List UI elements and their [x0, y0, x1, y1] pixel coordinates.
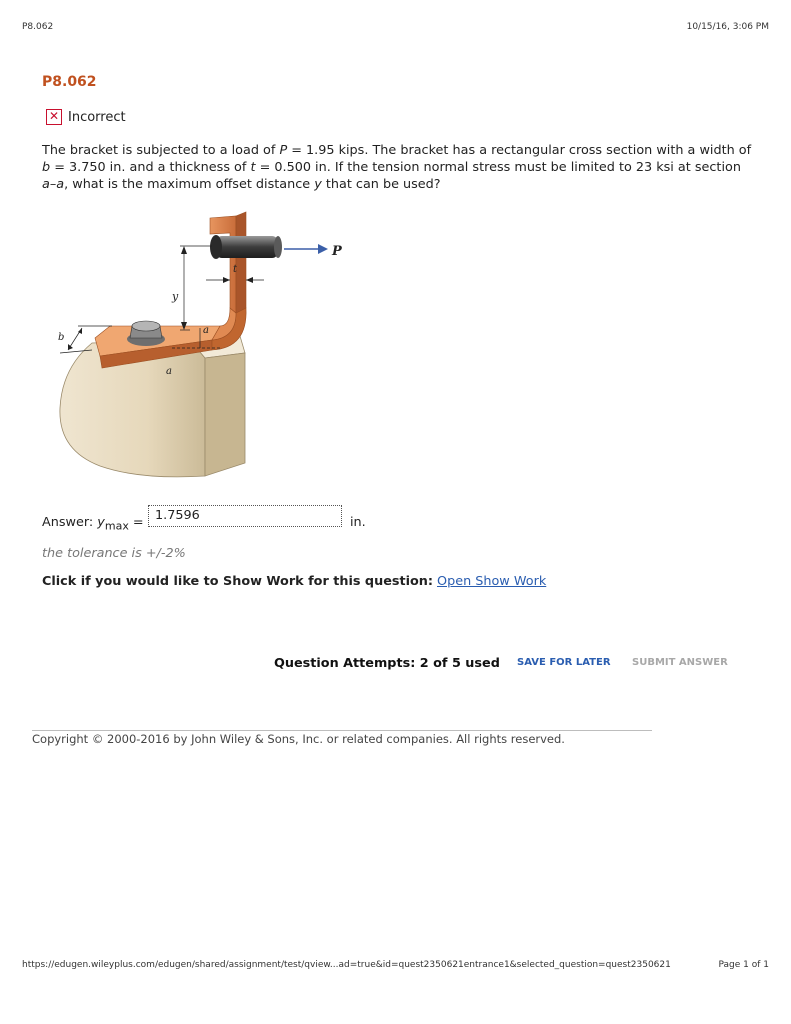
label-b: b: [58, 332, 65, 343]
bracket-diagram: [40, 208, 360, 498]
answer-label: Answer: $y_{max}$ =: [42, 515, 144, 533]
print-footer-url: https://edugen.wileyplus.com/edugen/shared/assignment/test/qview...ad=true&id=quest2350621entrance1&selected_question=quest2350621: [22, 960, 671, 970]
save-for-later-button[interactable]: SAVE FOR LATER: [517, 657, 611, 668]
label-a-bottom: a: [166, 366, 172, 377]
label-t: t: [233, 264, 238, 275]
load-pin: [210, 235, 282, 259]
incorrect-x-icon: ✕: [46, 109, 62, 125]
bolt: [127, 321, 165, 346]
label-y: y: [172, 290, 179, 303]
answer-unit: in.: [350, 515, 366, 530]
submit-answer-button[interactable]: SUBMIT ANSWER: [632, 657, 728, 668]
tolerance-note: the tolerance is +/-2%: [42, 546, 186, 561]
status-label: Incorrect: [68, 109, 126, 125]
label-P: P: [332, 244, 342, 259]
copyright-notice: Copyright © 2000-2016 by John Wiley & Sons, Inc. or related companies. All rights reserved.: [32, 732, 565, 746]
bracket-figure: [40, 208, 360, 498]
open-show-work-link[interactable]: Open Show Work: [437, 574, 547, 589]
footer-divider: [32, 730, 652, 731]
question-title: P8.062: [42, 74, 97, 90]
label-a-top: a: [203, 325, 209, 336]
dimension-y: [171, 246, 212, 330]
answer-input[interactable]: 1.7596: [148, 505, 342, 527]
show-work-prompt: Click if you would like to Show Work for this question:: [42, 574, 434, 589]
print-header: [22, 22, 769, 36]
print-header-title: P8.062: [22, 22, 54, 32]
bracket: [95, 212, 246, 368]
load-arrow: [284, 244, 343, 259]
show-work-row: [42, 574, 547, 589]
print-header-datetime: 10/15/16, 3:06 PM: [686, 22, 769, 32]
question-attempts: Question Attempts: 2 of 5 used: [274, 656, 500, 671]
problem-statement: The bracket is subjected to a load of P = 1.95 kips. The bracket has a rectangular cross section with a width of b = 3.750 in. and a thickness of t = 0.500 in. If the tension normal stress must be limited to 23 ksi at section a–a, what is the maximum offset distance y that can be used?: [42, 143, 752, 192]
status-indicator: [46, 108, 126, 126]
print-footer-page: Page 1 of 1: [718, 960, 769, 970]
